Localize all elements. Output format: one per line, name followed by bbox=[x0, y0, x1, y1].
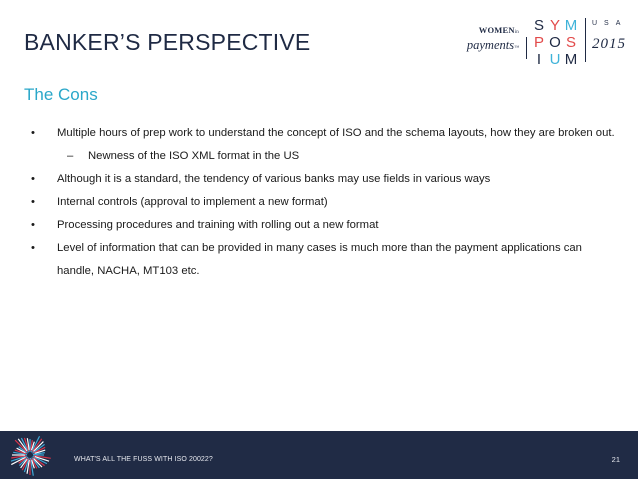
bullet-text: Level of information that can be provided in many cases is much more than the payment applications can handle, NACHA, MT103 etc. bbox=[57, 242, 582, 277]
symposium-letter: M bbox=[564, 17, 578, 34]
symposium-letter: U bbox=[549, 51, 561, 68]
bullet-marker: • bbox=[31, 196, 35, 208]
logo-usa-text: USA bbox=[592, 20, 628, 27]
logo-tm-text: ™ bbox=[514, 46, 519, 51]
symposium-letter: I bbox=[536, 51, 542, 68]
symposium-row bbox=[531, 51, 581, 68]
starburst-icon bbox=[8, 433, 52, 477]
bullet-item bbox=[31, 214, 621, 237]
bullet-text: Internal controls (approval to implement a new format) bbox=[57, 196, 328, 208]
logo-in-text: in bbox=[514, 30, 519, 35]
women-in-payments-logo bbox=[461, 25, 519, 59]
symposium-letter: M bbox=[564, 51, 578, 68]
logo-women-text: WOMEN bbox=[478, 25, 515, 35]
logo-payments-text: payments bbox=[466, 38, 515, 52]
page-number: 21 bbox=[611, 455, 620, 464]
symposium-letter: O bbox=[549, 34, 561, 51]
bullet-marker: – bbox=[67, 150, 74, 162]
slide-subtitle: The Cons bbox=[24, 85, 98, 104]
bullet-item bbox=[31, 122, 621, 145]
footer-text: WHAT'S ALL THE FUSS WITH ISO 20022? bbox=[74, 456, 213, 463]
symposium-letter: S bbox=[533, 17, 544, 34]
logo-year-text: 2015 bbox=[592, 36, 626, 52]
symposium-letter: S bbox=[565, 34, 576, 51]
logo-divider-right bbox=[585, 18, 586, 62]
symposium-logo bbox=[531, 17, 581, 69]
symposium-letter: P bbox=[533, 34, 544, 51]
symposium-letter: Y bbox=[549, 17, 560, 34]
symposium-row bbox=[531, 34, 581, 51]
logo-divider-left bbox=[526, 37, 527, 59]
symposium-row bbox=[531, 17, 581, 34]
bullet-item bbox=[31, 168, 621, 191]
bullet-marker: • bbox=[31, 219, 35, 231]
bullet-marker: • bbox=[31, 242, 35, 254]
bullet-list bbox=[31, 122, 621, 283]
bullet-marker: • bbox=[31, 127, 35, 139]
bullet-text: Processing procedures and training with rolling out a new format bbox=[57, 219, 379, 231]
footer-bar bbox=[0, 431, 638, 479]
bullet-marker: • bbox=[31, 173, 35, 185]
sub-bullet-item bbox=[31, 145, 621, 168]
bullet-item bbox=[31, 191, 621, 214]
bullet-text: Multiple hours of prep work to understand the concept of ISO and the schema layouts, how they are broken out. bbox=[57, 127, 615, 139]
slide-title: BANKER’S PERSPECTIVE bbox=[24, 29, 311, 55]
bullet-text: Newness of the ISO XML format in the US bbox=[88, 150, 300, 162]
bullet-text: Although it is a standard, the tendency of various banks may use fields in various ways bbox=[57, 173, 491, 185]
bullet-item bbox=[31, 237, 621, 283]
